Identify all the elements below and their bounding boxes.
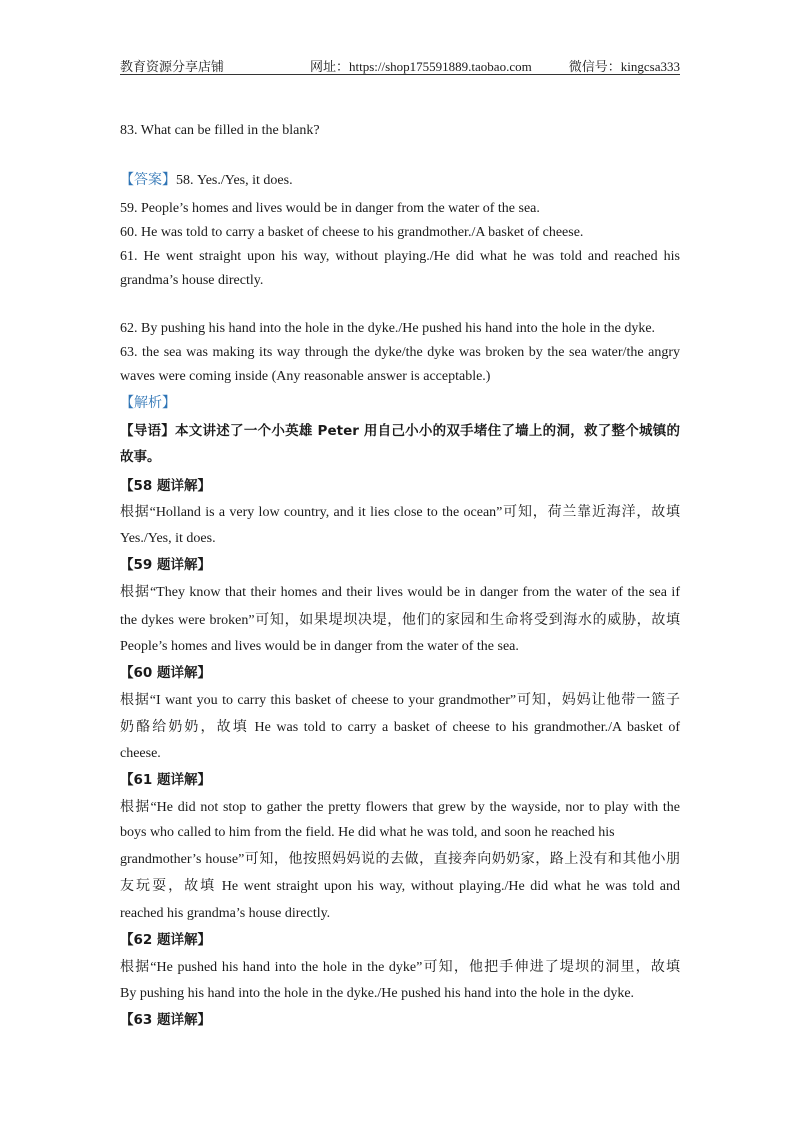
answer-61-line2: grandma’s house directly. <box>120 273 264 288</box>
answer-62: 62. By pushing his hand into the hole in the dyke./He pushed his hand into the hole in the dyke. <box>120 321 656 336</box>
header-divider <box>120 74 680 75</box>
detail-59-line3: People’s homes and lives would be in danger from the water of the sea. <box>120 639 519 654</box>
detail-60-line3: cheese. <box>120 746 161 761</box>
question-83: 83. What can be filled in the blank? <box>120 123 320 138</box>
detail-58-line1: 根据“Holland is a very low country, and it lies close to the ocean”可知，荷兰靠近海洋，故填 <box>120 505 680 520</box>
detail-60-line1: 根据“I want you to carry this basket of cheese to your grandmother”可知，妈妈让他带一篮子 <box>120 693 680 708</box>
answer-60: 60. He was told to carry a basket of cheese to his grandmother./A basket of cheese. <box>120 225 584 240</box>
detail-62-line2: By pushing his hand into the hole in the dyke./He pushed his hand into the hole in the dyke. <box>120 986 635 1001</box>
page-header <box>120 56 680 76</box>
detail-63-heading: 【63 题详解】 <box>120 1012 211 1028</box>
detail-59-line2: the dykes were broken”可知，如果堤坝决堤，他们的家园和生命将受到海水的威胁，故填 <box>120 613 680 628</box>
detail-58-line2: Yes./Yes, it does. <box>120 531 216 546</box>
header-url: 网址：https://shop175591889.taobao.com <box>310 59 532 74</box>
detail-60-line2: 奶酪给奶奶，故填 He was told to carry a basket of cheese to his grandmother./A basket of <box>120 720 680 735</box>
detail-61-line4: 友玩耍，故填 He went straight upon his way, without playing./He did what he was told and <box>120 879 680 894</box>
detail-61-line3: grandmother’s house”可知，他按照妈妈说的去做，直接奔向奶奶家，路上没有和其他小朋 <box>120 852 680 867</box>
intro-line1: 【导语】本文讲述了一个小英雄 Peter 用自己小小的双手堵住了墙上的洞，救了整个城镇的 <box>120 423 680 439</box>
detail-59-heading: 【59 题详解】 <box>120 557 211 573</box>
answer-58: 58. Yes./Yes, it does. <box>176 173 293 188</box>
header-shop-name: 教育资源分享店铺 <box>120 59 225 74</box>
header-wechat: 微信号：kingcsa333 <box>568 59 680 74</box>
detail-60-heading: 【60 题详解】 <box>120 665 211 681</box>
detail-62-heading: 【62 题详解】 <box>120 932 211 948</box>
detail-61-line2: boys who called to him from the field. He did what he was told, and soon he reached his <box>120 825 615 840</box>
answer-59: 59. People’s homes and lives would be in danger from the water of the sea. <box>120 201 540 216</box>
answer-61-line1: 61. He went straight upon his way, without playing./He did what he was told and reached his <box>120 249 680 264</box>
detail-61-line5: reached his grandma’s house directly. <box>120 906 331 921</box>
detail-61-line1: 根据“He did not stop to gather the pretty flowers that grew by the wayside, nor to play with the <box>120 800 680 815</box>
detail-62-line1: 根据“He pushed his hand into the hole in the dyke”可知，他把手伸进了堤坝的洞里，故填 <box>120 960 680 975</box>
answer-63-line1: 63. the sea was making its way through the dyke/the dyke was broken by the sea water/the angry <box>120 345 680 360</box>
detail-59-line1: 根据“They know that their homes and their lives would be in danger from the water of the sea if <box>120 585 680 600</box>
answer-line <box>120 172 293 190</box>
analysis-label: 【解析】 <box>120 396 176 411</box>
answer-label: 【答案】 <box>120 173 176 188</box>
intro-line2: 故事。 <box>120 449 161 465</box>
detail-58-heading: 【58 题详解】 <box>120 478 211 494</box>
answer-63-line2: waves were coming inside (Any reasonable answer is acceptable.) <box>120 369 491 384</box>
detail-61-heading: 【61 题详解】 <box>120 772 211 788</box>
